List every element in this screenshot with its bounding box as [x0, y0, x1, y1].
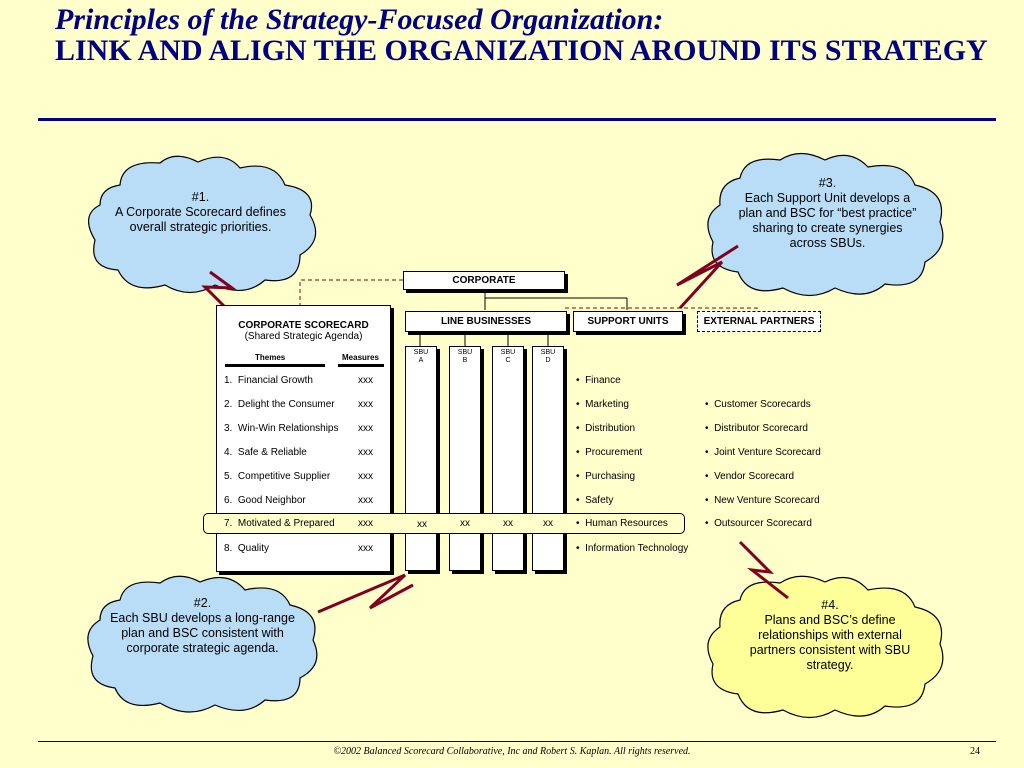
footer-copyright: ©2002 Balanced Scorecard Collaborative, Inc and Robert S. Kaplan. All rights reserved. [333, 746, 691, 757]
row-7-theme: Motivated & Prepared [237, 518, 335, 529]
cloud-3-label: #3. [818, 176, 837, 190]
cloud-1-body: A Corporate Scorecard defines overall strategic priorities. [115, 205, 286, 234]
support-units-label: SUPPORT UNITS [587, 316, 669, 327]
external-partners-box [697, 311, 821, 332]
row-6-num: 6. [224, 495, 233, 506]
cloud-1-label: #1. [191, 190, 210, 204]
sbu-a-column [405, 346, 437, 571]
support-item-5: • Purchasing [576, 471, 636, 482]
col-measures: Measures [342, 353, 379, 362]
row-5-theme: Competitive Supplier [237, 471, 331, 482]
external-item-5-label: New Venture Scorecard [714, 495, 820, 506]
sbu-d-mark: xx [543, 518, 553, 529]
row-4-num: 4. [224, 447, 233, 458]
external-item-2: • Distributor Scorecard [705, 423, 808, 434]
sbu-b-label [449, 349, 481, 365]
row-4-theme: Safe & Reliable [237, 447, 307, 458]
title-line-2: LINK AND ALIGN THE ORGANIZATION AROUND ITS STRATEGY [55, 34, 988, 67]
measure-row-6: xxx [358, 495, 373, 506]
sbu-d-line1: SBU [540, 349, 556, 356]
external-item-6: • Outsourcer Scorecard [705, 518, 812, 529]
sbu-d-label [532, 349, 564, 365]
support-item-5-label: Purchasing [585, 471, 636, 482]
sbu-d-line2: D [545, 357, 551, 364]
corporate-label: CORPORATE [452, 275, 516, 286]
sbu-a-mark: xx [417, 519, 427, 530]
themes-underline [225, 364, 325, 367]
support-item-7-label: Human Resources [585, 518, 668, 529]
support-units-box [573, 311, 683, 332]
row-1-num: 1. [224, 375, 233, 386]
row-3-num: 3. [224, 423, 233, 434]
row-7-num: 7. [224, 518, 233, 529]
sbu-b-line1: SBU [457, 349, 473, 356]
measure-row-1: xxx [358, 375, 373, 386]
sbu-c-line2: C [505, 357, 511, 364]
sbu-b-mark: xx [460, 518, 470, 529]
theme-row-3 [224, 423, 339, 434]
sbu-a-line2: A [418, 357, 424, 364]
corporate-box [403, 271, 565, 290]
theme-row-1 [224, 375, 313, 386]
support-item-1: • Finance [576, 375, 621, 386]
support-item-6: • Safety [576, 495, 614, 506]
external-item-4: • Vendor Scorecard [705, 471, 795, 482]
footer-rule [38, 741, 996, 742]
support-item-4-label: Procurement [585, 447, 643, 458]
theme-row-4 [224, 447, 307, 458]
page-number: 24 [970, 746, 980, 757]
external-item-1-label: Customer Scorecards [714, 399, 811, 410]
external-item-1: • Customer Scorecards [705, 399, 811, 410]
row-8-theme: Quality [237, 543, 270, 554]
sbu-b-line2: B [462, 357, 468, 364]
measure-row-2: xxx [358, 399, 373, 410]
cloud-2-label: #2. [193, 596, 212, 610]
sbu-b-column [449, 346, 481, 571]
row-3-theme: Win-Win Relationships [237, 423, 339, 434]
line-businesses-label: LINE BUSINESSES [440, 316, 532, 327]
external-partners-label: EXTERNAL PARTNERS [703, 316, 815, 327]
cloud-2-text [110, 596, 295, 656]
theme-row-5 [224, 471, 330, 482]
cloud-4-label: #4. [821, 598, 839, 612]
external-item-3-label: Joint Venture Scorecard [714, 447, 821, 458]
row-5-num: 5. [224, 471, 233, 482]
scorecard-subtitle: (Shared Strategic Agenda) [244, 331, 363, 342]
scorecard-title: CORPORATE SCORECARD [238, 320, 369, 331]
support-item-3-label: Distribution [585, 423, 636, 434]
bolt-2 [318, 575, 413, 612]
sbu-c-mark: xx [503, 518, 513, 529]
cloud-3-text [735, 176, 920, 251]
theme-row-6 [224, 495, 306, 506]
sbu-a-line1: SBU [413, 349, 429, 356]
theme-row-7 [224, 518, 335, 529]
support-item-7: • Human Resources [576, 518, 668, 529]
measures-underline [338, 364, 384, 367]
col-themes: Themes [255, 353, 286, 362]
theme-row-2 [224, 399, 335, 410]
support-item-1-label: Finance [585, 375, 621, 386]
external-item-4-label: Vendor Scorecard [714, 471, 795, 482]
sbu-c-label [492, 349, 524, 365]
theme-row-8 [224, 543, 269, 554]
support-item-8: • Information Technology [576, 543, 689, 554]
cloud-2-body: Each SBU develops a long-range plan and BSC consistent with corporate strategic agenda. [110, 611, 295, 655]
sbu-d-column [532, 346, 564, 571]
cloud-3-body: Each Support Unit develops a plan and BSC for “best practice” sharing to create synergies across SBUs. [738, 191, 917, 250]
cloud-4-text [740, 598, 920, 673]
cloud-4-body: Plans and BSC’s define relationships with external partners consistent with SBU strategy. [749, 613, 911, 672]
row-2-theme: Delight the Consumer [237, 399, 335, 410]
row-2-num: 2. [224, 399, 233, 410]
support-item-2-label: Marketing [585, 399, 629, 410]
sbu-c-line1: SBU [500, 349, 516, 356]
title-line-1: Principles of the Strategy-Focused Organization: [55, 3, 664, 36]
measure-row-8: xxx [358, 543, 373, 554]
row-8-num: 8. [224, 543, 233, 554]
external-item-3: • Joint Venture Scorecard [705, 447, 821, 458]
support-item-3: • Distribution [576, 423, 636, 434]
external-item-5: • New Venture Scorecard [705, 495, 820, 506]
row-1-theme: Financial Growth [237, 375, 313, 386]
support-item-2: • Marketing [576, 399, 629, 410]
cloud-1-text [108, 190, 293, 235]
external-item-2-label: Distributor Scorecard [714, 423, 808, 434]
sbu-a-label [405, 349, 437, 365]
measure-row-5: xxx [358, 471, 373, 482]
support-item-4: • Procurement [576, 447, 643, 458]
line-businesses-box [405, 311, 567, 332]
support-item-8-label: Information Technology [585, 543, 689, 554]
sbu-c-column [492, 346, 524, 571]
row-6-theme: Good Neighbor [237, 495, 306, 506]
measure-row-3: xxx [358, 423, 373, 434]
external-item-6-label: Outsourcer Scorecard [714, 518, 812, 529]
measure-row-7: xxx [358, 518, 373, 529]
measure-row-4: xxx [358, 447, 373, 458]
support-item-6-label: Safety [585, 495, 614, 506]
